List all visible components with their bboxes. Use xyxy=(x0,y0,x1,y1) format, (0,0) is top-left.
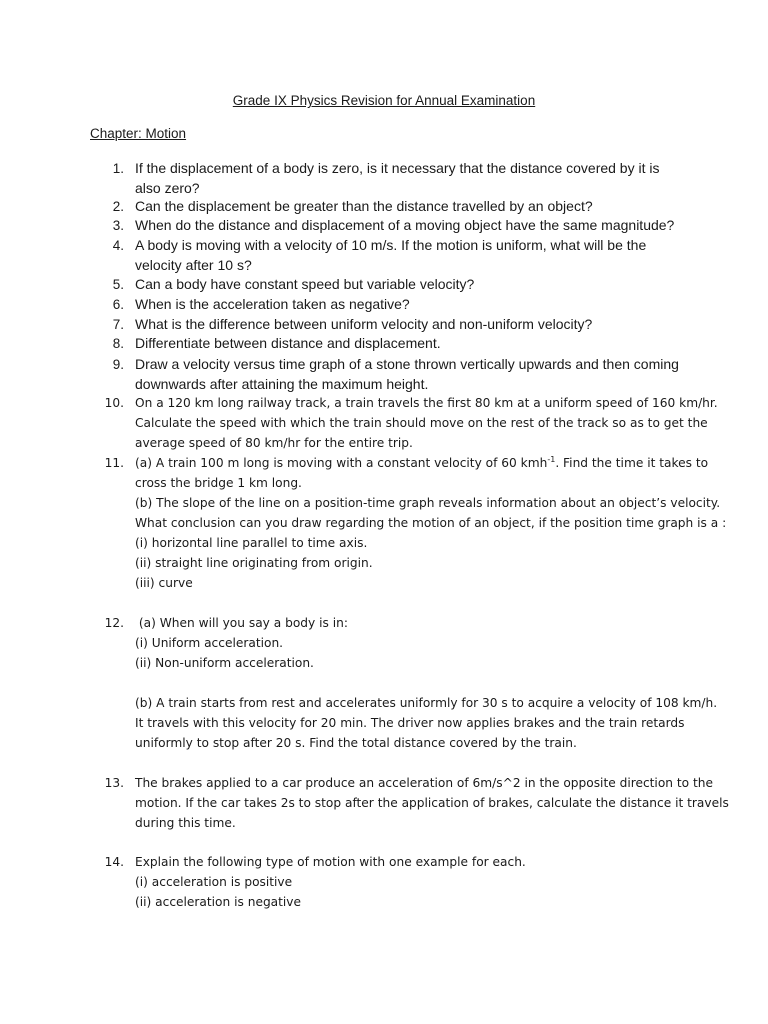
question-line-part: (a) A train 100 m long is moving with a constant velocity of 60 kmh xyxy=(135,456,548,470)
question-line: (iii) curve xyxy=(135,576,193,590)
question-number: 10. xyxy=(104,396,124,410)
question-line: (ii) Non-uniform acceleration. xyxy=(135,656,314,670)
question-line: cross the bridge 1 km long. xyxy=(135,476,302,490)
question-line: Calculate the speed with which the train should move on the rest of the track so as to get the xyxy=(135,416,708,430)
question-line: (i) horizontal line parallel to time axis. xyxy=(135,536,368,550)
question-text xyxy=(135,275,695,295)
question-line: average speed of 80 km/hr for the entire trip. xyxy=(135,436,413,450)
question-text xyxy=(135,355,695,394)
question-line: (ii) straight line originating from origin. xyxy=(135,556,373,570)
question-number: 14. xyxy=(104,855,124,869)
question-text xyxy=(135,159,695,198)
question-line: (i) Uniform acceleration. xyxy=(135,636,284,650)
question-line: On a 120 km long railway track, a train travels the first 80 km at a uniform speed of 160 km/hr. xyxy=(135,396,718,410)
question-line: Explain the following type of motion with one example for each. xyxy=(135,855,526,869)
question-text xyxy=(135,334,695,354)
question-line: also zero? xyxy=(135,179,200,196)
question-line: downwards after attaining the maximum height. xyxy=(135,375,429,392)
question-number: 11. xyxy=(104,456,124,470)
question-line: (a) When will you say a body is in: xyxy=(135,616,348,630)
question-line: It travels with this velocity for 20 min. The driver now applies brakes and the train retards xyxy=(135,716,685,730)
question-text xyxy=(135,852,695,912)
question-number: 8. xyxy=(112,336,124,351)
question-line: (i) acceleration is positive xyxy=(135,875,293,889)
question-number: 1. xyxy=(112,161,124,176)
question-line: Draw a velocity versus time graph of a stone thrown vertically upwards and then coming xyxy=(135,356,679,372)
question-number: 2. xyxy=(112,199,124,214)
question-line: Differentiate between distance and displacement. xyxy=(135,335,441,351)
question-line: Can the displacement be greater than the distance travelled by an object? xyxy=(135,198,593,214)
question-text xyxy=(135,216,695,236)
question-text xyxy=(135,315,695,335)
document-title: Grade IX Physics Revision for Annual Examination xyxy=(232,93,536,108)
question-text xyxy=(135,197,695,217)
question-number: 13. xyxy=(104,776,124,790)
question-number: 7. xyxy=(112,317,124,332)
question-line: What conclusion can you draw regarding the motion of an object, if the position time graph is a : xyxy=(135,516,727,530)
question-text xyxy=(135,393,718,453)
question-line: What is the difference between uniform velocity and non-uniform velocity? xyxy=(135,316,593,332)
question-text xyxy=(135,295,695,315)
question-line: When is the acceleration taken as negative? xyxy=(135,296,410,312)
question-number: 4. xyxy=(112,238,124,253)
question-line: When do the distance and displacement of a moving object have the same magnitude? xyxy=(135,217,675,233)
blank-line xyxy=(135,673,695,693)
question-line: Can a body have constant speed but variable velocity? xyxy=(135,276,475,292)
unit-exponent: -1 xyxy=(547,454,556,464)
question-line-part: . Find the time it takes to xyxy=(555,456,709,470)
question-text xyxy=(135,453,727,593)
question-text xyxy=(135,773,729,833)
question-number: 9. xyxy=(112,357,124,372)
question-text xyxy=(135,613,718,753)
question-line: motion. If the car takes 2s to stop after the application of brakes, calculate the distance it travels xyxy=(135,796,729,810)
question-line: velocity after 10 s? xyxy=(135,256,252,273)
chapter-heading: Chapter: Motion xyxy=(90,126,187,141)
question-number: 3. xyxy=(112,218,124,233)
question-line: (b) The slope of the line on a position-time graph reveals information about an object’s velocity. xyxy=(135,496,721,510)
question-line: during this time. xyxy=(135,816,236,830)
question-number: 12. xyxy=(104,616,124,630)
question-number: 5. xyxy=(112,277,124,292)
question-text xyxy=(135,236,695,275)
question-line: (ii) acceleration is negative xyxy=(135,895,302,909)
question-line: The brakes applied to a car produce an acceleration of 6m/s^2 in the opposite direction to the xyxy=(135,776,713,790)
question-line: A body is moving with a velocity of 10 m/s. If the motion is uniform, what will be the xyxy=(135,237,647,253)
question-number: 6. xyxy=(112,297,124,312)
question-line: (b) A train starts from rest and accelerates uniformly for 30 s to acquire a velocity of 108 km/h. xyxy=(135,696,718,710)
question-line: If the displacement of a body is zero, is it necessary that the distance covered by it is xyxy=(135,160,660,176)
question-line-with-superscript xyxy=(135,453,709,473)
question-line: uniformly to stop after 20 s. Find the total distance covered by the train. xyxy=(135,736,577,750)
